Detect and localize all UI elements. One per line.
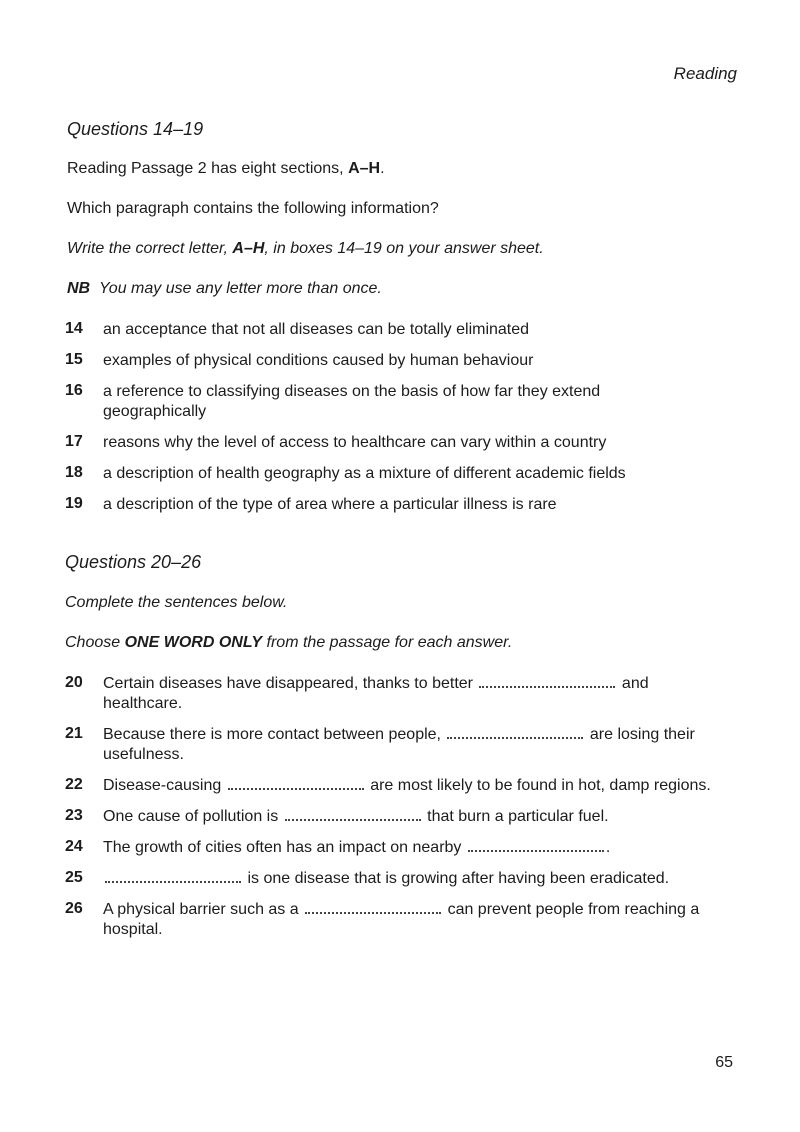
question-text [103,838,743,858]
answer-blank[interactable] [228,776,364,790]
text-after: is one disease that is growing after having been eradicated. [247,870,670,887]
part1-nb [67,280,382,298]
answer-blank[interactable] [468,838,604,852]
instr2-end: from the passage for each answer. [262,634,513,651]
instr-text: Write the correct letter, [67,240,233,257]
part1-question: Which paragraph contains the following information? [67,200,439,217]
nb-text: You may use any letter more than once. [99,280,382,297]
instr2-bold: ONE WORD ONLY [124,634,263,651]
questions-20-26-heading: Questions 20–26 [65,552,202,572]
text-after: and healthcare. [103,675,649,712]
intro-text: Reading Passage 2 has eight sections, [67,160,349,177]
intro-end: . [380,160,385,177]
part2-instruction-1: Complete the sentences below. [65,594,288,611]
question-number: 20 [65,674,83,691]
instr-bold: A–H [232,240,265,257]
text-before: A physical barrier such as a [103,901,299,918]
answer-blank[interactable] [285,807,421,821]
page-number: 65 [715,1054,733,1071]
question-text: a description of health geography as a mixture of different academic fields [103,465,626,482]
question-number: 24 [65,838,83,855]
text-after: are losing their usefulness. [103,726,695,763]
text-before: Certain diseases have disappeared, thanks to better [103,675,474,692]
question-number: 15 [65,351,83,368]
answer-blank[interactable] [105,869,241,883]
part1-intro [67,160,385,178]
answer-blank[interactable] [479,674,615,688]
question-text [103,900,723,940]
instr2-text: Choose [65,634,125,651]
section-header: Reading [673,64,737,83]
text-after: are most likely to be found in hot, damp regions. [370,777,711,794]
question-text [103,776,743,796]
question-text: an acceptance that not all diseases can be totally eliminated [103,321,530,338]
question-text: examples of physical conditions caused by human behaviour [103,352,534,369]
instr-end: , in boxes 14–19 on your answer sheet. [264,240,544,257]
question-number: 22 [65,776,83,793]
nb-label: NB [67,280,91,297]
question-text [103,725,733,765]
question-number: 21 [65,725,83,742]
text-before: Disease-causing [103,777,222,794]
answer-blank[interactable] [447,725,583,739]
question-text: a reference to classifying diseases on the basis of how far they extend geographically [103,383,601,420]
question-text: a description of the type of area where a particular illness is rare [103,496,557,513]
text-before: Because there is more contact between people, [103,726,441,743]
question-number: 25 [65,869,83,886]
text-after: can prevent people from reaching a hospital. [103,901,700,938]
text-after: . [605,839,611,856]
text-after: that burn a particular fuel. [427,808,609,825]
question-number: 17 [65,433,83,450]
text-before: The growth of cities often has an impact on nearby [103,839,462,856]
text-before: One cause of pollution is [103,808,279,825]
question-number: 16 [65,382,83,399]
questions-14-19-heading: Questions 14–19 [67,119,204,139]
part1-instruction [67,240,544,258]
question-number: 23 [65,807,83,824]
part2-instruction-2 [65,634,512,652]
question-text [103,869,743,889]
question-number: 14 [65,320,83,337]
question-number: 18 [65,464,83,481]
intro-bold: A–H [348,160,381,177]
answer-blank[interactable] [305,900,441,914]
question-number: 19 [65,495,83,512]
question-text [103,674,683,714]
question-number: 26 [65,900,83,917]
question-text [103,807,743,827]
question-text: reasons why the level of access to healthcare can vary within a country [103,434,607,451]
